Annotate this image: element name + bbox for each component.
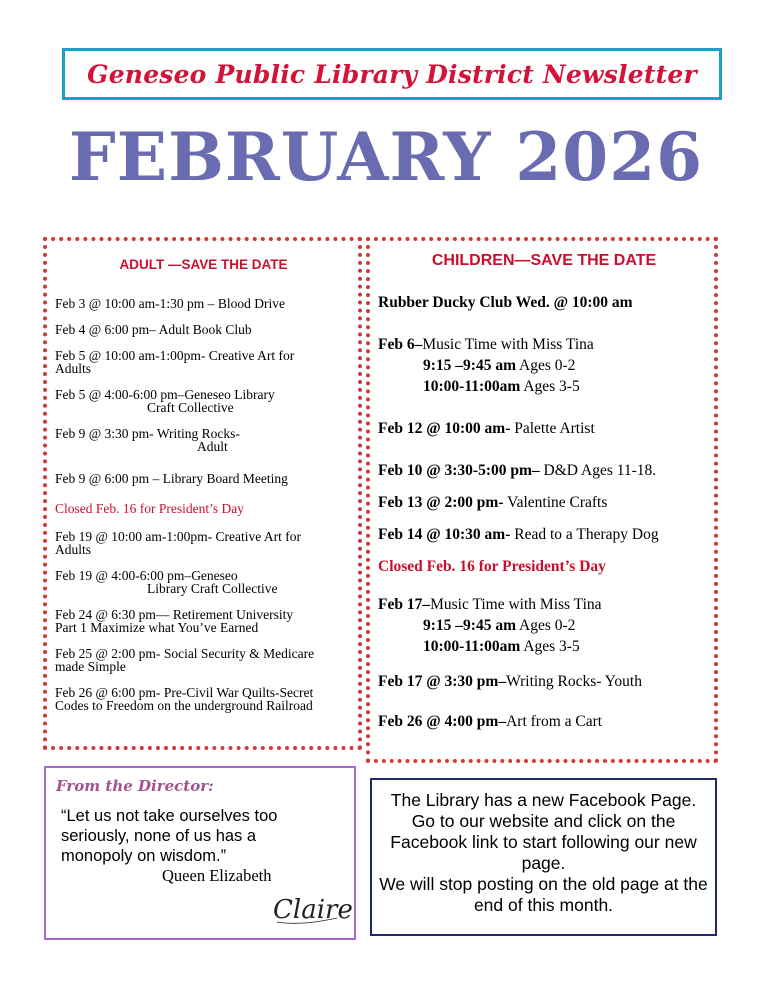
children-event: Feb 26 @ 4:00 pm–Art from a Cart: [378, 713, 603, 730]
adult-heading: ADULT —SAVE THE DATE: [119, 257, 288, 272]
adult-event: Feb 9 @ 3:30 pm- Writing Rocks- Adult: [55, 426, 240, 454]
adult-event: Feb 3 @ 10:00 am-1:30 pm – Blood Drive: [55, 296, 285, 311]
director-box: [44, 766, 356, 940]
adult-event: Feb 5 @ 10:00 am-1:00pm- Creative Art for Adults: [55, 348, 295, 376]
adult-event: Feb 19 @ 10:00 am-1:00pm- Creative Art for Adults: [55, 529, 302, 557]
adult-event: Feb 26 @ 6:00 pm- Pre-Civil War Quilts-Secret Codes to Freedom on the underground Railroad: [55, 685, 314, 713]
children-event: Feb 17–Music Time with Miss Tina 9:15 –9:45 am Ages 0-2 10:00-11:00am Ages 3-5: [378, 596, 602, 655]
signature: [271, 888, 353, 928]
director-heading: From the Director:: [56, 777, 214, 795]
children-closed-notice: Closed Feb. 16 for President’s Day: [378, 558, 606, 575]
director-quote: “Let us not take ourselves too seriously, none of us has a monopoly on wisdom.”: [61, 807, 278, 865]
adult-closed-notice: Closed Feb. 16 for President’s Day: [55, 501, 244, 516]
children-event: Feb 13 @ 2:00 pm- Valentine Crafts: [378, 494, 608, 511]
adult-event: Feb 19 @ 4:00-6:00 pm–Geneseo Library Craft Collective: [55, 568, 278, 596]
children-event: Feb 12 @ 10:00 am- Palette Artist: [378, 420, 595, 437]
facebook-message-2: We will stop posting on the old page at the end of this month.: [379, 874, 708, 915]
children-event: Feb 17 @ 3:30 pm–Writing Rocks- Youth: [378, 673, 642, 690]
children-event: Rubber Ducky Club Wed. @ 10:00 am: [378, 294, 633, 311]
adult-event: Feb 25 @ 2:00 pm- Social Security & Medicare made Simple: [55, 646, 315, 674]
adult-event: Feb 24 @ 6:30 pm— Retirement University Part 1 Maximize what You’ve Earned: [55, 607, 294, 635]
children-event: Feb 10 @ 3:30-5:00 pm– D&D Ages 11-18.: [378, 462, 657, 479]
children-heading: CHILDREN—SAVE THE DATE: [431, 252, 657, 269]
facebook-notice-box: [370, 778, 717, 936]
adult-event: Feb 5 @ 4:00-6:00 pm–Geneseo Library Craft Collective: [55, 387, 275, 415]
adult-events-box: [43, 237, 362, 750]
adult-event: Feb 4 @ 6:00 pm– Adult Book Club: [55, 322, 252, 337]
children-events-box: [366, 237, 718, 763]
children-event: Feb 14 @ 10:30 am- Read to a Therapy Dog: [378, 526, 659, 543]
adult-event: Feb 9 @ 6:00 pm – Library Board Meeting: [55, 471, 288, 486]
month-title: FEBRUARY 2026: [68, 118, 704, 196]
newsletter-banner: [62, 48, 722, 100]
quote-author: Queen Elizabeth: [162, 866, 272, 885]
signature-text: Claire: [273, 895, 353, 925]
newsletter-title: Geneseo Public Library District Newsletter: [87, 59, 697, 89]
facebook-message: The Library has a new Facebook Page. Go to our website and click on the Facebook link to start following our new page.: [390, 790, 697, 873]
children-event: Feb 6–Music Time with Miss Tina 9:15 –9:45 am Ages 0-2 10:00-11:00am Ages 3-5: [378, 336, 594, 395]
